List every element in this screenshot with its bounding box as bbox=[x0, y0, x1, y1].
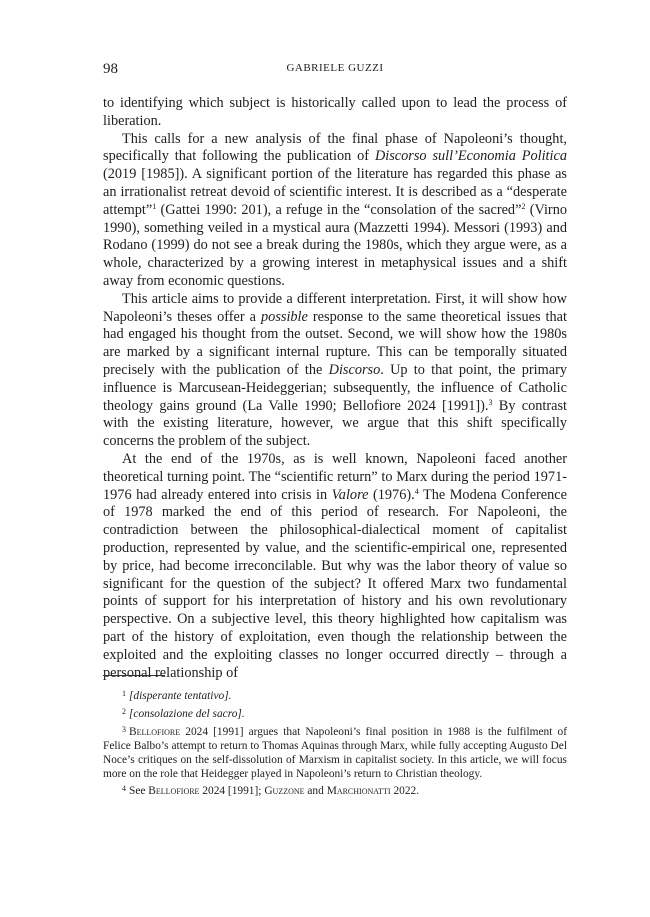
footnote-ref-2[interactable]: 2 bbox=[521, 201, 526, 211]
page-number: 98 bbox=[103, 61, 118, 77]
footnotes bbox=[103, 687, 567, 800]
emphasis: possible bbox=[261, 308, 308, 325]
footnote-1: $^1$ [disperante tentativo]. bbox=[122, 689, 232, 702]
footnote-3: $^3$ Bellofiore 2024 [1991] argues that Napoleoni’s final position in 1988 is the fulfilment of Felice Balbo’s attempt to return to Thomas Aquinas through Marx, while fully accepting Augusto Del Noce’s critiques on the self-dissolution of Marxism in capitalist society. In this article, we will focus more on the role that Heidegger played in Napoleoni’s return to Christian theology. bbox=[103, 724, 567, 780]
running-head-author: GABRIELE GUZZI bbox=[286, 62, 384, 74]
paragraph-3: This article aims to provide a different interpretation. First, it will show how Napoleoni’s theses offer a possible response to the same theoretical issues that had engaged his thought from the outset. Second, we will show how the 1980s are marked by a significant internal rupture. This can be temporally situated precisely with the publication of the Discorso. Up to that point, the primary influence is Marcusean-Heideggerian; subsequently, the influence of Catholic theology gains ground (La Valle 1990; Bellofiore 2024 [1991]).$^3$ By contrast with the existing literature, however, we argue that this shift specifically concerns the problem of the subject. bbox=[103, 290, 568, 450]
footnote-2: $^2$ [consolazione del sacro]. bbox=[122, 706, 245, 720]
paragraph-2: This calls for a new analysis of the final phase of Napoleoni’s thought, specifically that following the publication of Discorso sull’Economia Politica (2019 [1985]). A significant portion of the literature has regarded this phase as an irrationalist retreat devoid of scientific interest. It is described as a “desperate attempt”$^1$ (Gattei 1990: 201), a refuge in the “consolation of the sacred”$^2$ (Virno 1990), something veiled in a mystical aura (Mazzetti 1994). Messori (1993) and Rodano (1999) do not see a break during the 1980s, which they argue were, as a whole, characterized by a growing interest in metaphysical issues and a shift away from economic questions. bbox=[103, 130, 567, 289]
footnote-ref-4[interactable]: 4 bbox=[414, 486, 419, 496]
work-title: Discorso bbox=[328, 361, 381, 378]
main-text bbox=[103, 95, 567, 682]
footnote-separator bbox=[103, 675, 165, 676]
footnote-4: $^4$ See Bellofiore 2024 [1991]; Guzzone and Marchionatti 2022. bbox=[122, 784, 420, 798]
footnote-ref-3[interactable]: 3 bbox=[488, 397, 493, 407]
work-title: Discorso sull’Economia Politica bbox=[374, 148, 567, 165]
paragraph-4: At the end of the 1970s, as is well known, Napoleoni faced another theoretical turning point. The “scientific return” to Marx during the period 1971-1976 had already entered into crisis in Valore (1976).$^4$ The Modena Conference of 1978 marked the end of this period of research. For Napoleoni, the contradiction between the philosophical-dialectical moment of capitalist production, represented by value, and the scientific-empirical one, represented by price, had become irreconcilable. But why was the labor theory of value so significant for the question of the subject? It offered Marx two fundamental points of support for his interpretation of history and his own revolutionary perspective. On a subjective level, this theory highlighted how capitalism was part of the history of exploitation, even though the relationship between the exploited and the exploiting classes no longer occurred directly – through a personal relationship of bbox=[103, 450, 567, 681]
footnote-ref-1[interactable]: 1 bbox=[152, 201, 157, 211]
page-header bbox=[103, 61, 567, 81]
paragraph-1: to identifying which subject is historically called upon to lead the process of liberation. bbox=[103, 95, 567, 129]
work-title: Valore bbox=[331, 486, 369, 503]
